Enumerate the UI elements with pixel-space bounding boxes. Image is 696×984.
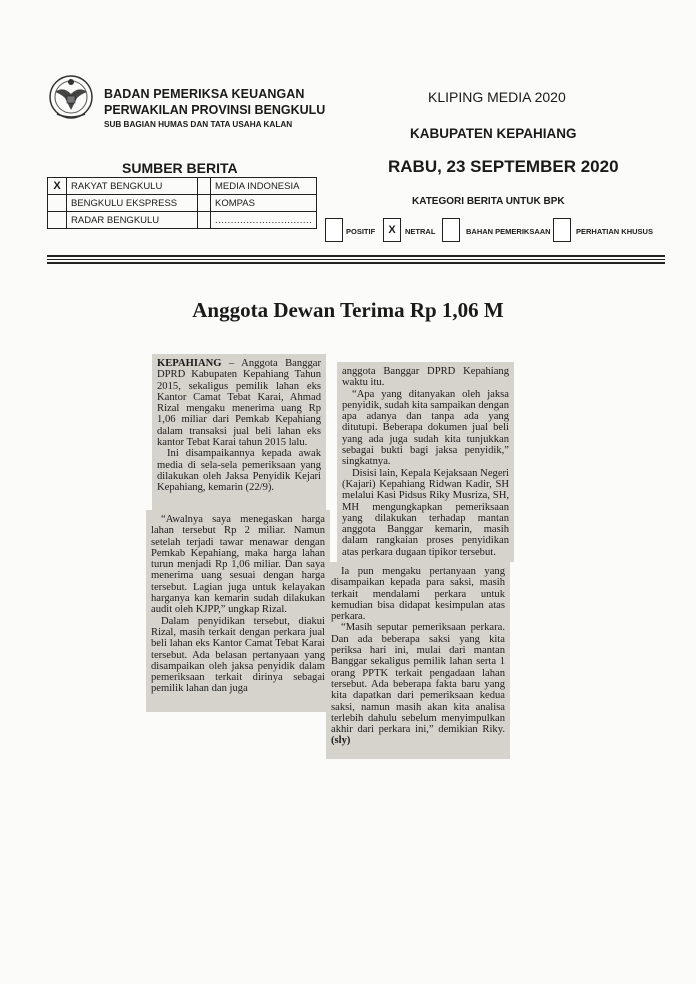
source-right: KOMPAS	[211, 195, 317, 212]
article-paragraph: anggota Banggar DPRD Kepahiang waktu itu.	[342, 366, 509, 389]
source-right: ...............................	[211, 212, 317, 229]
category-box-perhatian	[553, 218, 571, 242]
article-paragraph: “Awalnya saya menegaskan harga lahan tersebut Rp 2 miliar. Namun setelah terjadi tawar menawar dengan Pemkab Kepahiang, maka harga lahan turun menjadi Rp 1,06 miliar. Dan saya menerima uang sesuai dengan harga tersebut. Lagian juga untuk kelayakan harganya kan kemarin sudah dilakukan audit oleh KJPP,” ungkap Rizal.	[151, 514, 325, 616]
source-mark: X	[48, 178, 67, 195]
source-left: RAKYAT BENGKULU	[67, 178, 198, 195]
divider-line	[47, 255, 665, 257]
source-row	[48, 212, 317, 229]
article-paragraph: Dalam penyidikan tersebut, diakui Rizal, masih terkait dengan perkara jual beli lahan eks Kantor Camat Tebat Karai tersebut. Ada belasan pertanyaan yang disampaikan oleh jaksa penyidik dalam pemeriksaan terkait dirinya sebagai pemilik lahan dan juga	[151, 615, 325, 695]
source-mark	[48, 195, 67, 212]
category-label: POSITIF	[346, 227, 376, 236]
article-paragraph: “Masih seputar pemeriksaan perkara. Dan ada beberapa saksi yang kita periksa hari ini, mulai dari mantan Banggar sekaligus pemilik lahan serta 1 orang PPTK terkait pengadaan lahan tersebut. Ada beberapa fakta baru yang kita dapatkan dari pemeriksaan kedua saksi, namun masih akan kita analisa terlebih dahulu sebelum menyimpulkan akhir dari perkara ini,” demikian Riky. (sly)	[331, 622, 505, 747]
category-box-netral: X	[383, 218, 401, 242]
article-dateline: KEPAHIANG	[157, 358, 222, 369]
article-paragraph: Ia pun mengaku pertanyaan yang disampaikan kepada para saksi, masih terkait mendalami perkara untuk kemudian bisa didapat kesimpulan atas perkara.	[331, 566, 505, 623]
source-row	[48, 178, 317, 195]
category-box-positif	[325, 218, 343, 242]
org-division: SUB BAGIAN HUMAS DAN TATA USAHA KALAN	[104, 120, 293, 129]
article-signoff: (sly)	[331, 735, 351, 747]
divider-line	[47, 259, 665, 260]
article-block	[152, 354, 326, 510]
article-block	[326, 562, 510, 759]
kliping-title: KLIPING MEDIA 2020	[428, 89, 566, 105]
source-left: RADAR BENGKULU	[67, 212, 198, 229]
category-label: BAHAN PEMERIKSAAN	[466, 227, 551, 236]
category-box-bahan	[442, 218, 460, 242]
sources-table	[47, 177, 317, 229]
sources-title: SUMBER BERITA	[122, 160, 238, 176]
org-name: BADAN PEMERIKSA KEUANGAN	[104, 87, 305, 101]
article-paragraph: Ini disampaikannya kepada awak media di sela-sela pemeriksaan yang dilakukan oleh Jaksa Penyidik Kejari Kepahiang, kemarin (22/9).	[157, 448, 321, 494]
org-branch: PERWAKILAN PROVINSI BENGKULU	[104, 103, 326, 117]
clipping-date: RABU, 23 SEPTEMBER 2020	[388, 157, 619, 176]
article-headline: Anggota Dewan Terima Rp 1,06 M	[192, 298, 504, 322]
source-row	[48, 195, 317, 212]
garuda-emblem-icon	[47, 72, 95, 122]
source-right: MEDIA INDONESIA	[211, 178, 317, 195]
kabupaten-title: KABUPATEN KEPAHIANG	[410, 126, 577, 141]
divider-line	[47, 262, 665, 264]
source-mark	[48, 212, 67, 229]
article-paragraph: “Apa yang ditanyakan oleh jaksa penyidik, sudah kita sampaikan dengan apa adanya dan tanpa ada yang ditutupi. Beberapa dokumen jual beli yang ada juga sudah kita tunjukkan sebagai bukti bagi jaksa penyidik,” singkatnya.	[342, 388, 509, 468]
source-left: BENGKULU EKSPRESS	[67, 195, 198, 212]
article-paragraph: KEPAHIANG – Anggota Banggar DPRD Kabupaten Kepahiang Tahun 2015, sekaligus pemilik lahan eks Kantor Camat Tebat Karai, Ahmad Rizal mengaku menerima uang Rp 1,06 miliar dari Pemkab Kepahiang dalam transaksi jual beli lahan eks kantor Tebat Karai tahun 2015 lalu.	[157, 358, 321, 449]
category-label: PERHATIAN KHUSUS	[576, 227, 653, 236]
article-paragraph: Disisi lain, Kepala Kejaksaan Negeri (Kajari) Kepahiang Ridwan Kadir, SH melalui Kasi Pidsus Riky Musriza, SH, MH mengungkapkan pemeriksaan yang dilakukan terhadap mantan anggota Banggar kemarin, masih dalam rangkaian proses penyidikan atas perkara dugaan tipikor tersebut.	[342, 467, 509, 558]
category-label: NETRAL	[405, 227, 436, 236]
article-block	[337, 362, 514, 562]
article-block	[146, 510, 330, 712]
category-title: KATEGORI BERITA UNTUK BPK	[412, 196, 565, 207]
